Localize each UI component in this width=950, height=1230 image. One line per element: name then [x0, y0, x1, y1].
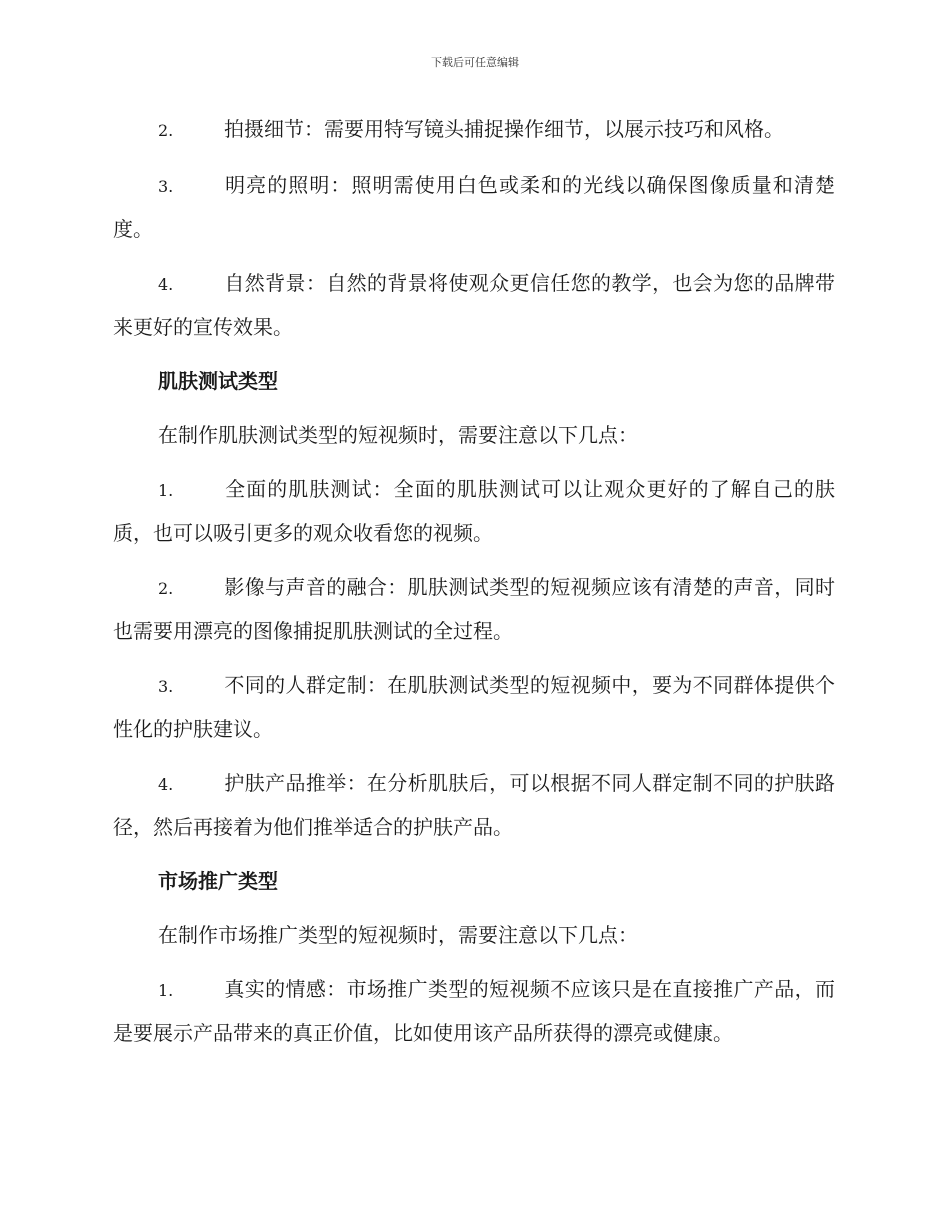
list-item-text: 明亮的照明：照明需使用白色或柔和的光线以确保图像质量和清楚度。	[113, 173, 835, 241]
list-item-text: 不同的人群定制：在肌肤测试类型的短视频中，要为不同群体提供个性化的护肤建议。	[113, 673, 835, 741]
list-number: 3.	[158, 677, 174, 696]
list-item-text: 真实的情感：市场推广类型的短视频不应该只是在直接推广产品，而是要展示产品带来的真正价值，比如使用该产品所获得的漂亮或健康。	[113, 977, 835, 1045]
list-item	[113, 968, 835, 1054]
list-item-text: 全面的肌肤测试：全面的肌肤测试可以让观众更好的了解自己的肤质，也可以吸引更多的观众收看您的视频。	[113, 477, 835, 545]
list-item	[113, 762, 835, 848]
list-number: 1.	[158, 481, 174, 500]
list-number: 2.	[158, 121, 174, 140]
list-item-text: 护肤产品推举：在分析肌肤后，可以根据不同人群定制不同的护肤路径，然后再接着为他们推举适合的护肤产品。	[113, 771, 835, 839]
section-heading: 市场推广类型	[158, 869, 278, 893]
list-item	[113, 566, 835, 652]
section-heading: 肌肤测试类型	[158, 369, 278, 393]
paragraph: 在制作肌肤测试类型的短视频时，需要注意以下几点：	[158, 423, 638, 447]
list-item	[113, 468, 835, 554]
list-item	[113, 164, 835, 250]
list-item-text: 影像与声音的融合：肌肤测试类型的短视频应该有清楚的声音，同时也需要用漂亮的图像捕捉肌肤测试的全过程。	[113, 575, 835, 643]
list-number: 3.	[158, 177, 174, 196]
list-number: 1.	[158, 981, 174, 1000]
list-item	[113, 262, 835, 348]
list-number: 4.	[158, 275, 174, 294]
list-number: 4.	[158, 775, 174, 794]
paragraph: 在制作市场推广类型的短视频时，需要注意以下几点：	[158, 923, 638, 947]
page-header: 下载后可任意编辑	[431, 56, 519, 69]
list-item	[113, 664, 835, 750]
list-item-text: 自然背景：自然的背景将使观众更信任您的教学，也会为您的品牌带来更好的宣传效果。	[113, 271, 835, 339]
list-item	[113, 108, 835, 152]
document-body	[113, 108, 835, 1066]
list-number: 2.	[158, 579, 174, 598]
list-item-text: 拍摄细节：需要用特写镜头捕捉操作细节，以展示技巧和风格。	[224, 117, 784, 141]
